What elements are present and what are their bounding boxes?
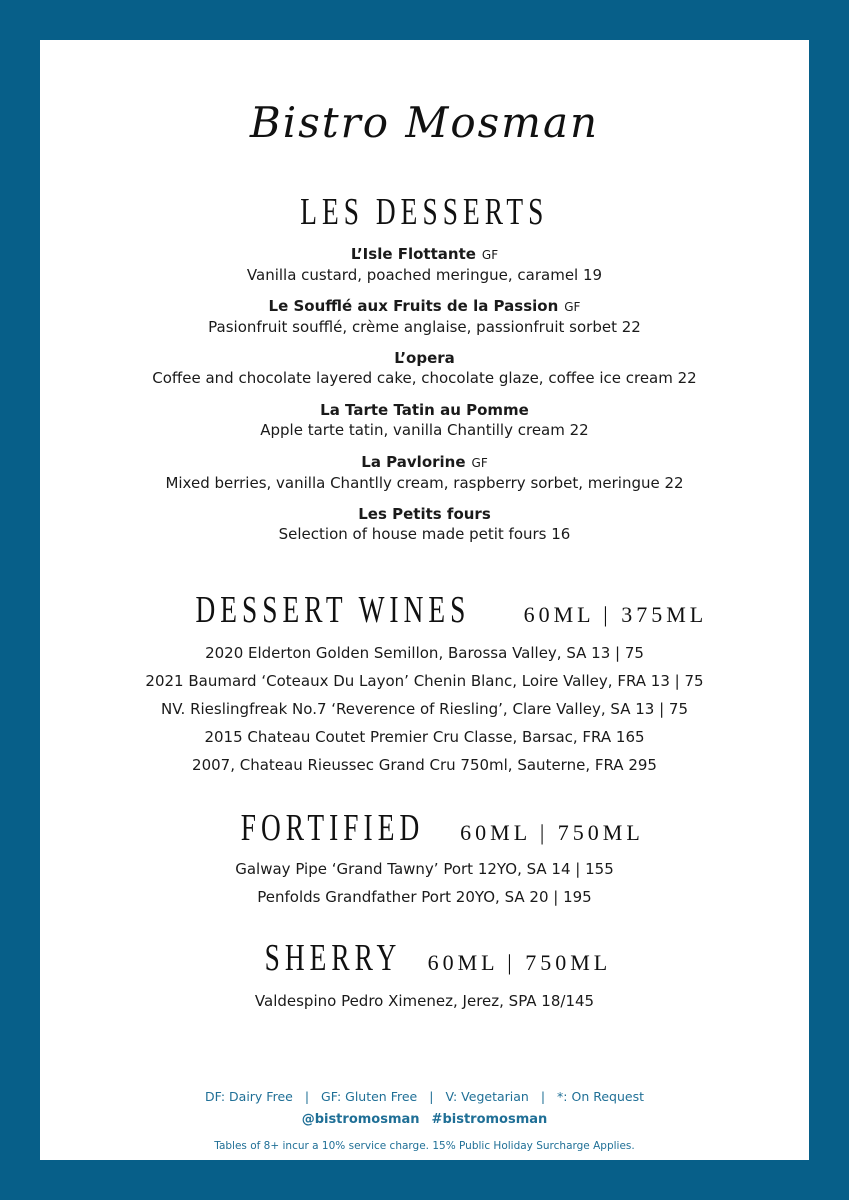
- fortified-heading: FORTIFIED 60ML | 750ML: [240, 807, 644, 849]
- legend-on-request: *: On Request: [557, 1089, 644, 1104]
- dessert-item: [40, 244, 809, 285]
- dessert-item: [40, 296, 809, 337]
- sherry-item: Valdespino Pedro Ximenez, Jerez, SPA 18/145: [254, 992, 595, 1010]
- wine-item: 2021 Baumard ‘Coteaux Du Layon’ Chenin Blanc, Loire Valley, FRA 13 | 75: [145, 672, 704, 690]
- dessert-item: [40, 400, 809, 440]
- brand-logo: Bistro Mosman: [249, 98, 600, 147]
- fortified-sizes: 60ML | 750ML: [460, 820, 644, 845]
- dietary-legend: [40, 1089, 809, 1104]
- dessert-name: La Pavlorine: [361, 453, 466, 471]
- fortified-item: Penfolds Grandfather Port 20YO, SA 20 | 195: [257, 888, 592, 906]
- dessert-name: L’opera: [394, 349, 455, 367]
- wine-item: 2007, Chateau Rieussec Grand Cru 750ml, Sauterne, FRA 295: [192, 756, 657, 774]
- footer-note: Tables of 8+ incur a 10% service charge. 15% Public Holiday Surcharge Applies.: [214, 1140, 635, 1152]
- dessert-wines-heading: DESSERT WINES 60ML | 375ML: [195, 589, 708, 631]
- legend-separator: |: [429, 1089, 434, 1104]
- social-handle: @bistromosman: [301, 1112, 420, 1127]
- wine-item: NV. Rieslingfreak No.7 ‘Reverence of Riesling’, Clare Valley, SA 13 | 75: [160, 700, 688, 718]
- dessert-name: Le Soufflé aux Fruits de la Passion: [268, 297, 559, 315]
- sherry-heading: SHERRY 60ML | 750ML: [264, 937, 612, 979]
- dessert-name: La Tarte Tatin au Pomme: [320, 401, 529, 419]
- fortified-item: Galway Pipe ‘Grand Tawny’ Port 12YO, SA 14 | 155: [235, 860, 614, 878]
- dessert-description: Pasionfruit soufflé, crème anglaise, passionfruit sorbet 22: [208, 318, 641, 336]
- legend-gluten-free: GF: Gluten Free: [321, 1089, 418, 1104]
- dessert-description: Vanilla custard, poached meringue, caramel 19: [246, 266, 603, 284]
- dessert-tag: GF: [471, 456, 488, 470]
- legend-separator: |: [540, 1089, 546, 1104]
- dessert-item: [40, 452, 809, 493]
- legend-vegetarian: V: Vegetarian: [445, 1089, 529, 1104]
- dessert-description: Apple tarte tatin, vanilla Chantilly cream 22: [260, 421, 589, 439]
- legend-dairy-free: DF: Dairy Free: [205, 1089, 293, 1104]
- sherry-sizes: 60ML | 750ML: [427, 950, 612, 975]
- desserts-heading: LES DESSERTS: [300, 191, 549, 233]
- dessert-wines-sizes: 60ML | 375ML: [523, 602, 708, 627]
- dessert-description: Coffee and chocolate layered cake, chocolate glaze, coffee ice cream 22: [152, 369, 697, 387]
- dessert-description: Selection of house made petit fours 16: [278, 525, 571, 543]
- dessert-name: L’Isle Flottante: [350, 245, 476, 263]
- menu-page: [40, 40, 809, 1160]
- dessert-description: Mixed berries, vanilla Chantlly cream, raspberry sorbet, meringue 22: [165, 474, 684, 492]
- wine-item: 2020 Elderton Golden Semillon, Barossa Valley, SA 13 | 75: [205, 644, 644, 662]
- dessert-item: [40, 348, 809, 388]
- legend-separator: |: [304, 1089, 310, 1104]
- social-hashtag: #bistromosman: [431, 1112, 548, 1127]
- dessert-tag: GF: [564, 300, 581, 314]
- dessert-item: [40, 504, 809, 544]
- social-handles: [40, 1112, 809, 1127]
- dessert-name: Les Petits fours: [358, 505, 491, 523]
- wine-item: 2015 Chateau Coutet Premier Cru Classe, Barsac, FRA 165: [204, 728, 645, 746]
- dessert-tag: GF: [481, 248, 499, 262]
